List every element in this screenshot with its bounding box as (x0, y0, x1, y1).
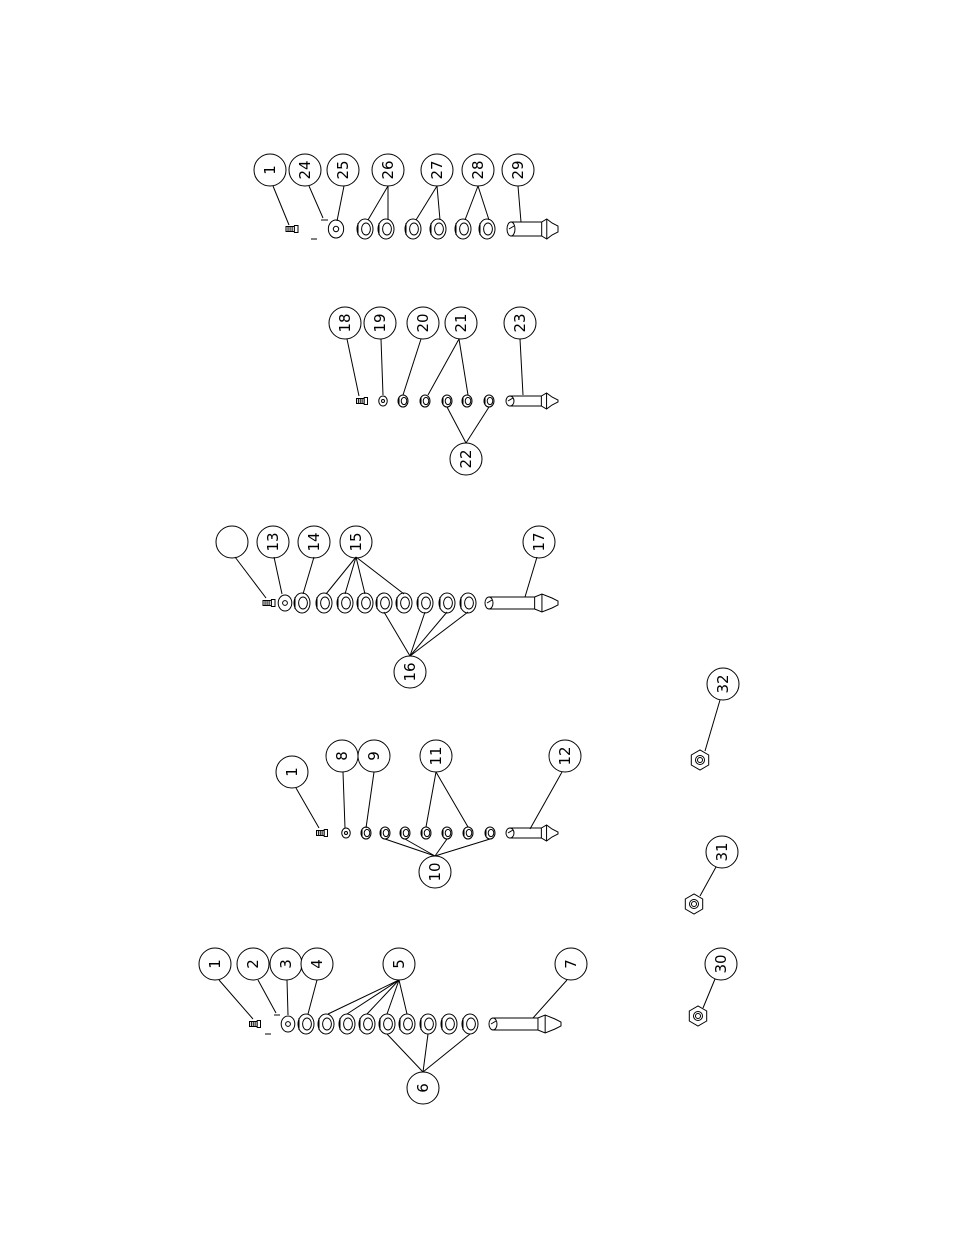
leader-line (347, 339, 359, 396)
ring-part (376, 593, 392, 613)
leader-line (423, 1034, 470, 1072)
callout-number: 21 (452, 313, 470, 333)
ring-part-4 (298, 1014, 314, 1034)
ring-part (455, 219, 471, 239)
washer-part-13 (278, 595, 292, 611)
screw-part (263, 600, 275, 607)
ring-part (357, 593, 373, 613)
leader-line (478, 186, 489, 220)
assembly-row-1 (254, 154, 558, 239)
ring-part (462, 395, 472, 407)
leader-line (700, 867, 716, 896)
callout-number: 10 (426, 862, 444, 882)
ring-part (337, 593, 353, 613)
screw-part-1 (286, 226, 298, 233)
callout-number: 1 (261, 165, 279, 175)
ring-part (357, 219, 373, 239)
leader-line (447, 407, 466, 443)
ring-part (417, 593, 433, 613)
ring-part (462, 1014, 478, 1034)
callout-number: 14 (305, 532, 323, 552)
leader-line (403, 339, 421, 395)
leader-line (384, 612, 410, 656)
shaft-part-17 (485, 594, 558, 612)
leader-line (520, 339, 523, 395)
leader-line (343, 772, 345, 828)
shaft-part-23 (506, 393, 558, 409)
ring-part (378, 219, 394, 239)
leader-line (423, 1034, 428, 1072)
ring-part (316, 593, 332, 613)
assembly-row-2 (329, 307, 558, 475)
callout-number: 2 (244, 959, 262, 969)
leader-line (705, 700, 720, 751)
ring-part (339, 1014, 355, 1034)
ring-part (359, 1014, 375, 1034)
ring-part (463, 827, 473, 839)
leader-line (345, 557, 356, 594)
ring-part (484, 395, 494, 407)
leader-line (436, 772, 468, 827)
ring-part (400, 827, 410, 839)
callout-number: 32 (714, 674, 732, 694)
callout-number: 5 (390, 959, 408, 969)
ring-part (420, 1014, 436, 1034)
leader-line (437, 186, 440, 220)
leader-line (533, 980, 567, 1018)
callout-number: 23 (511, 313, 529, 333)
callout-number: 28 (469, 160, 487, 180)
callout-number: 6 (414, 1083, 432, 1093)
leader-line (367, 980, 399, 1014)
callout-number: 30 (712, 954, 730, 974)
ring-part (439, 593, 455, 613)
callout-number: 3 (277, 959, 295, 969)
callout-number: 16 (401, 662, 419, 682)
callout-number: 1 (283, 767, 301, 777)
callout-number: 22 (457, 449, 475, 469)
leader-line (428, 339, 459, 395)
shaft-part-12 (506, 825, 558, 841)
ring-part (460, 593, 476, 613)
screw-part-1 (317, 830, 328, 837)
hex-nut-part-31 (685, 894, 702, 914)
leader-line (347, 980, 399, 1014)
callout-number: 31 (713, 842, 731, 862)
callout-number: 24 (296, 160, 314, 180)
ring-part (396, 593, 412, 613)
callout-number: 17 (530, 532, 548, 552)
ring-part (399, 1014, 415, 1034)
callout-number: 26 (379, 160, 397, 180)
callout-number: 19 (371, 313, 389, 333)
ring-part (441, 1014, 457, 1034)
washer-part-3 (281, 1016, 295, 1032)
leader-line (309, 186, 323, 218)
leader-line (303, 557, 314, 594)
ring-part (380, 827, 390, 839)
leader-line (274, 557, 282, 594)
hex-nut-part-30 (689, 1006, 706, 1026)
leader-line (273, 186, 289, 225)
callout-circle (216, 526, 248, 558)
hex-nuts (685, 668, 739, 1026)
washer-part-19 (379, 396, 388, 406)
leader-line (287, 980, 288, 1015)
callout-number: 7 (562, 959, 580, 969)
assembly-row-3 (216, 526, 558, 688)
leader-line (703, 979, 715, 1008)
leader-line (410, 612, 425, 656)
callout-number: 9 (365, 751, 383, 761)
ring-part (479, 219, 495, 239)
leader-line (235, 557, 266, 598)
callout-number: 18 (336, 313, 354, 333)
callout-number: 11 (427, 746, 445, 766)
ring-part-14 (294, 593, 310, 613)
callout-number: 13 (264, 532, 282, 552)
leader-line (258, 980, 276, 1013)
leader-line (366, 772, 374, 828)
screw-part-1 (250, 1021, 261, 1028)
hex-nut-part-32 (691, 750, 708, 770)
shaft-part-7 (489, 1015, 561, 1033)
callout-number: 15 (347, 532, 365, 552)
leader-line (410, 612, 447, 656)
assembly-row-4 (276, 740, 581, 888)
shaft-part-29 (507, 219, 558, 239)
leader-line (426, 772, 436, 827)
leader-line (368, 186, 388, 220)
leader-line (296, 788, 319, 828)
washer-part-8 (342, 828, 351, 838)
leader-line (518, 186, 521, 222)
leader-line (387, 1034, 423, 1072)
leader-line (399, 980, 407, 1014)
ring-part (420, 395, 430, 407)
ring-part-9 (361, 827, 371, 839)
leader-line (466, 407, 489, 443)
screw-part-18 (357, 398, 368, 405)
leader-line (410, 612, 468, 656)
ring-part (442, 827, 452, 839)
callout-number: 12 (556, 746, 574, 766)
washer-part-25 (328, 220, 343, 238)
callout-number: 27 (428, 160, 446, 180)
leader-line (435, 839, 490, 856)
leader-line (337, 186, 344, 221)
leader-line (381, 339, 383, 395)
leader-line (465, 186, 478, 220)
leader-line (219, 980, 253, 1019)
callout-number: 4 (308, 959, 326, 969)
callout-number: 1 (206, 959, 224, 969)
ring-part (421, 827, 431, 839)
ring-part (379, 1014, 395, 1034)
ring-part (405, 219, 421, 239)
callout-number: 20 (414, 313, 432, 333)
ring-part (318, 1014, 334, 1034)
leader-line (525, 557, 537, 597)
leader-line (326, 557, 356, 594)
leader-line (435, 839, 447, 856)
leader-line (416, 186, 437, 220)
callout-number: 25 (334, 160, 352, 180)
ring-part (430, 219, 446, 239)
callout-number: 29 (509, 160, 527, 180)
ring-part (442, 395, 452, 407)
callout-number: 8 (333, 751, 351, 761)
ring-part (485, 827, 495, 839)
leader-line (308, 980, 317, 1014)
leader-line (530, 772, 562, 829)
ring-part-20 (398, 395, 408, 407)
leader-line (459, 339, 468, 395)
assembly-row-5 (199, 948, 587, 1104)
